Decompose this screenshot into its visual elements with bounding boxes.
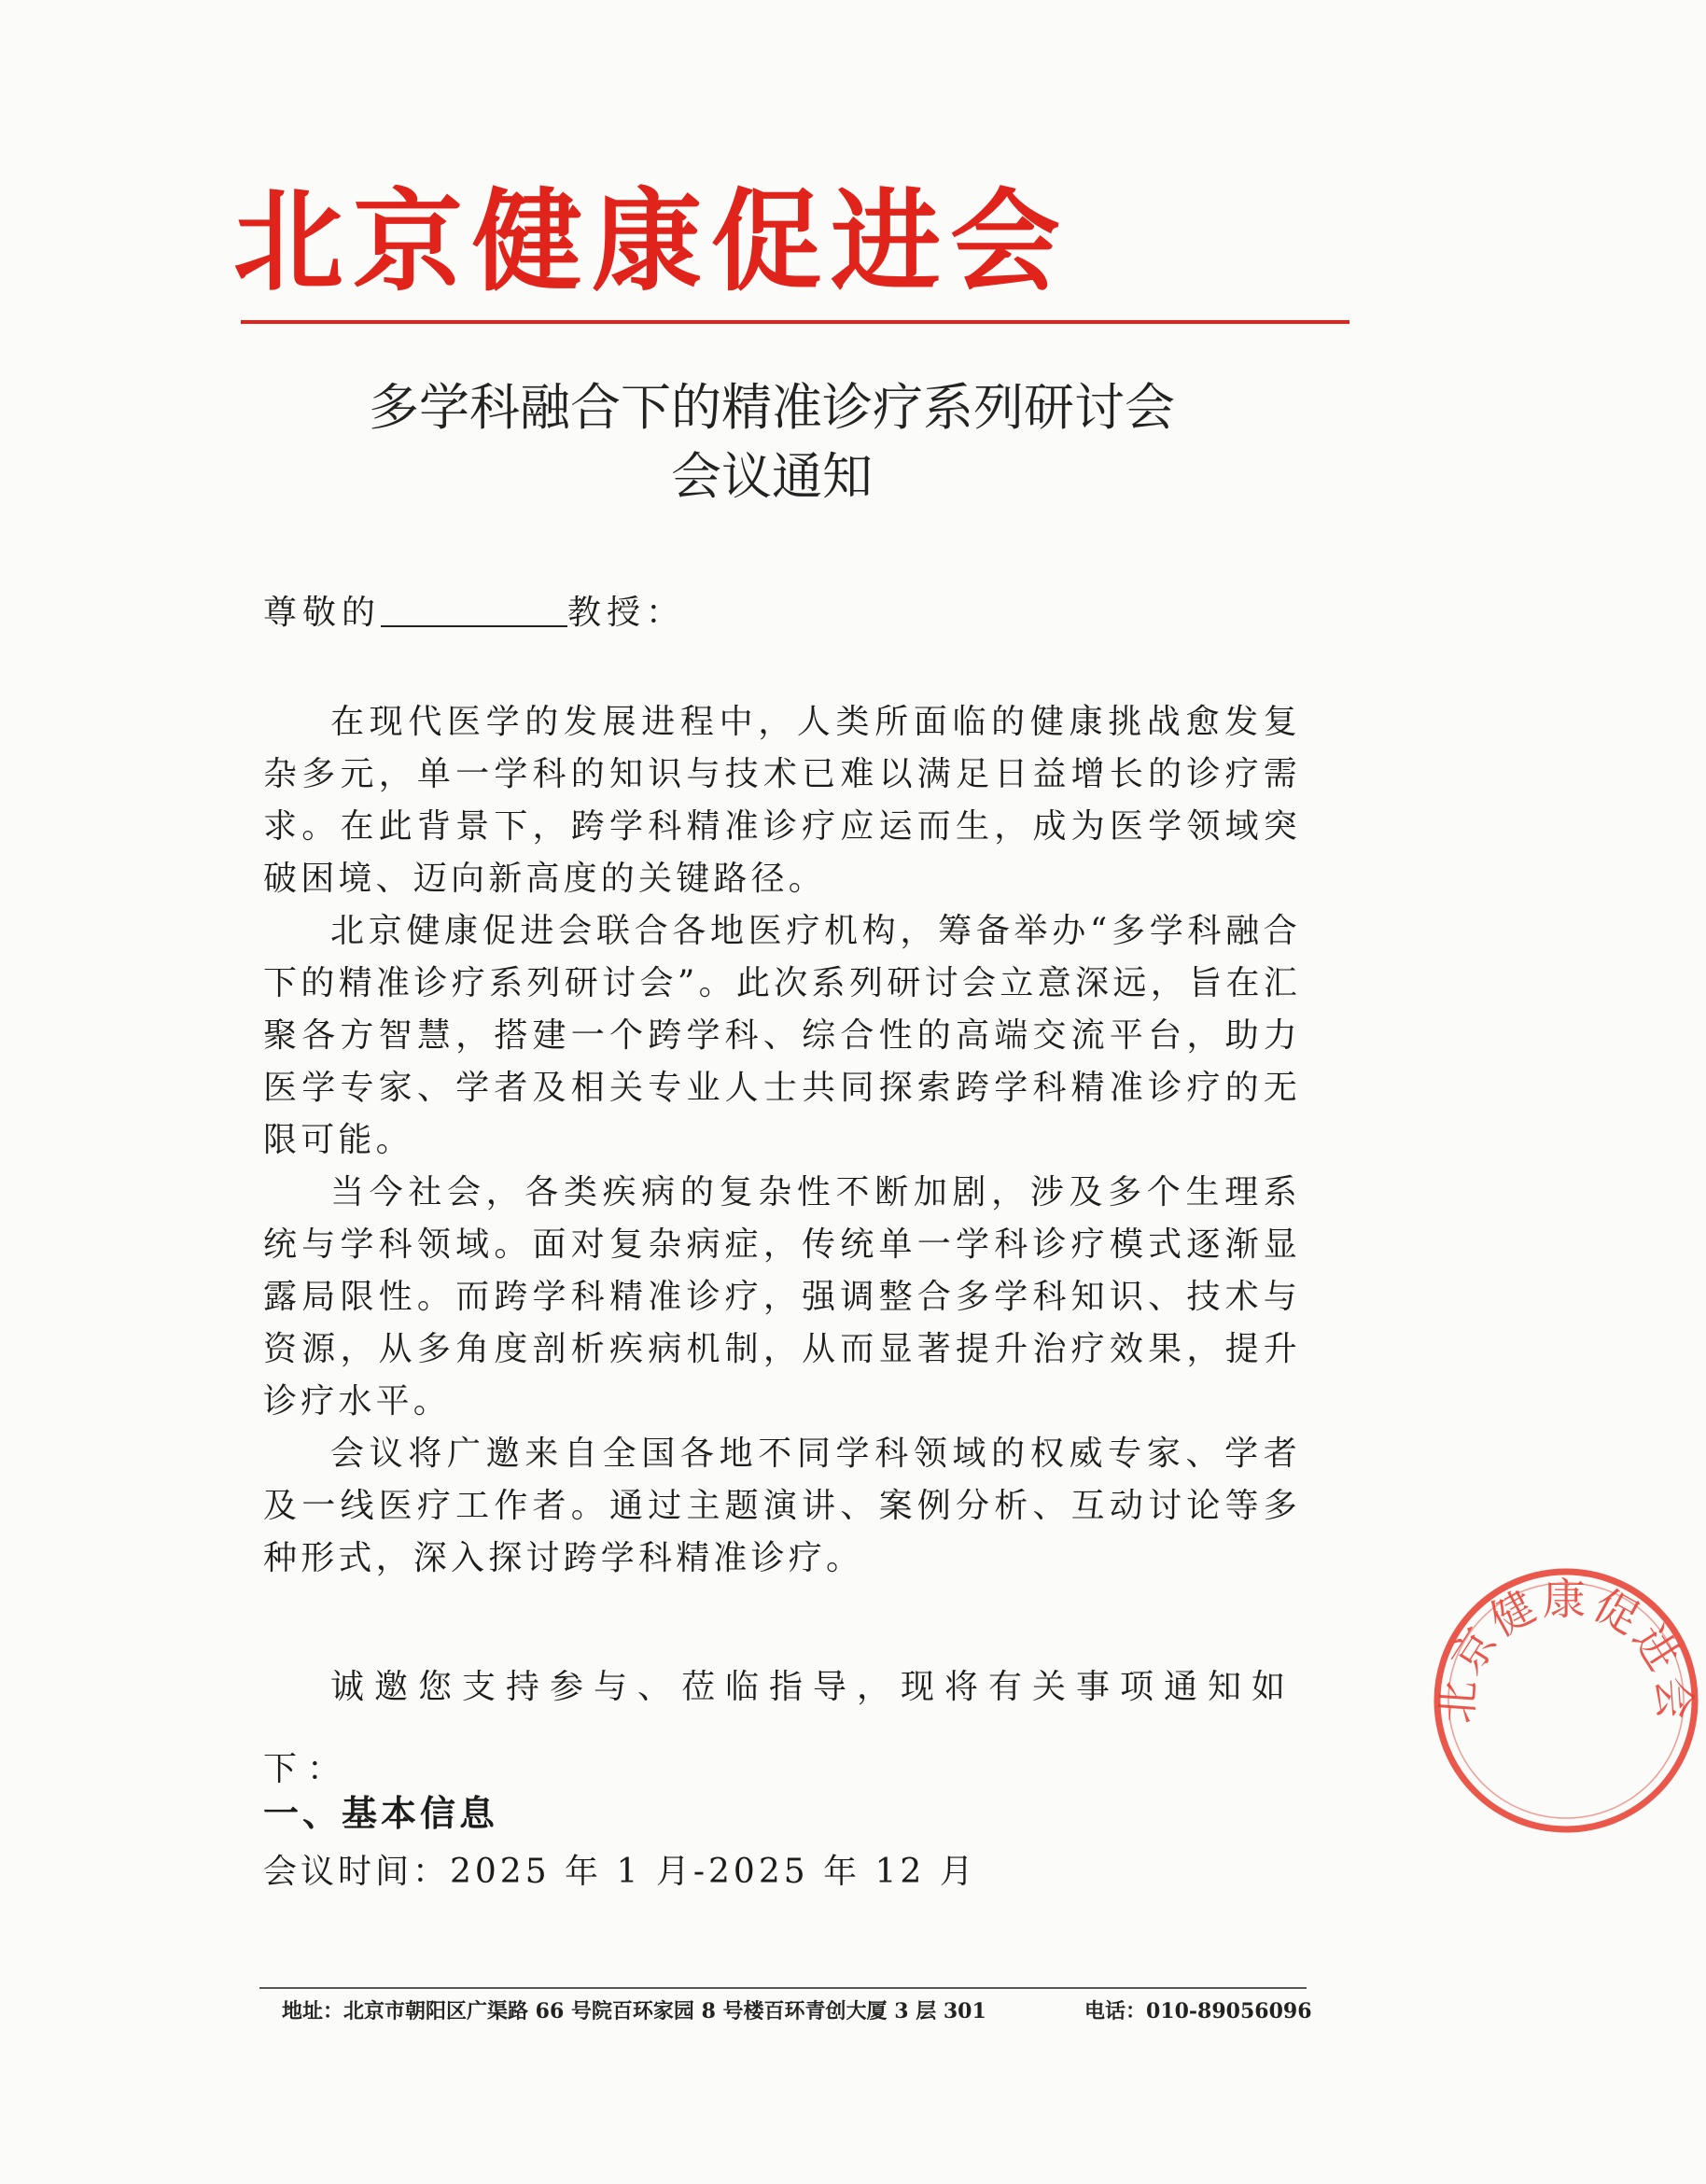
invitation-paragraph: 诚邀您支持参与、莅临指导，现将有关事项通知如下： [263, 1668, 1296, 1788]
footer-address: 地址：北京市朝阳区广渠路 66 号院百环家园 8 号楼百环青创大厦 3 层 301 [282, 1999, 986, 2023]
salutation-prefix: 尊敬的 [263, 594, 382, 632]
body-paragraph: 北京健康促进会联合各地医疗机构，筹备举办“多学科融合下的精准诊疗系列研讨会”。此次系列研讨会立意深远，旨在汇聚各方智慧，搭建一个跨学科、综合性的高端交流平台，助力医学专家、学者及相关专业人士共同探索跨学科精准诊疗的无限可能。 [263, 912, 1301, 1159]
invitation-block [263, 1646, 1301, 1811]
body-paragraph: 当今社会，各类疾病的复杂性不断加剧，涉及多个生理系统与学科领域。面对复杂病症，传统单一学科诊疗模式逐渐显露局限性。而跨学科精准诊疗，强调整合多学科知识、技术与资源，从多角度剖析疾病机制，从而显著提升治疗效果，提升诊疗水平。 [263, 1173, 1301, 1421]
salutation [263, 594, 685, 630]
notice-title-line1: 多学科融合下的精准诊疗系列研讨会 [369, 378, 1175, 437]
section-heading-basic-info: 一、基本信息 [263, 1793, 499, 1834]
footer-phone: 电话：010-89056096 [1084, 1999, 1312, 2023]
notice-title-line2: 会议通知 [671, 447, 873, 506]
body-paragraph: 会议将广邀来自全国各地不同学科领域的权威专家、学者及一线医疗工作者。通过主题演讲、案例分析、互动讨论等多种形式，深入探讨跨学科精准诊疗。 [263, 1435, 1301, 1577]
notice-body [263, 696, 1301, 1585]
letterhead-red-rule [241, 320, 1349, 324]
body-paragraph: 在现代医学的发展进程中，人类所面临的健康挑战愈发复杂多元，单一学科的知识与技术已难以满足日益增长的诊疗需求。在此背景下，跨学科精准诊疗应运而生，成为医学领域突破困境、迈向新高度的关键路径。 [263, 703, 1301, 898]
salutation-suffix: 教授： [567, 594, 686, 632]
official-seal-stamp [1426, 1561, 1706, 1841]
svg-text:北京健康促进会: 北京健康促进会 [1431, 1574, 1701, 1726]
footer-divider [259, 1987, 1307, 1989]
name-blank-line [381, 594, 567, 627]
meeting-time: 会议时间：2025 年 1 月-2025 年 12 月 [263, 1853, 977, 1891]
letterhead-org-name: 北京健康促进会 [233, 177, 1070, 306]
